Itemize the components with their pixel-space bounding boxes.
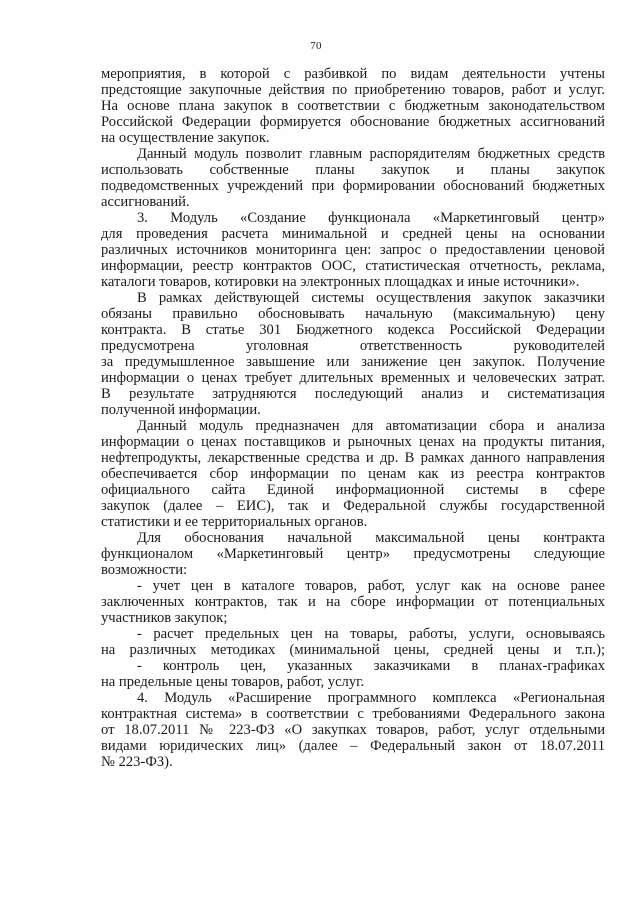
text-line: контрактная система» в соответствии с требованиями Федерального закона bbox=[101, 706, 605, 722]
text-line: функционалом «Маркетинговый центр» предусмотрены следующие bbox=[101, 546, 605, 562]
text-line: обязаны правильно обосновывать начальную (максимальную) цену bbox=[101, 306, 605, 322]
text-line: предусмотрена уголовная ответственность руководителей bbox=[101, 338, 605, 354]
text-line: предстоящие закупочные действия по приобретению товаров, работ и услуг. bbox=[101, 82, 605, 98]
text-line: закупок (далее – ЕИС), так и Федеральной службы государственной bbox=[101, 498, 605, 514]
text-line: В рамках действующей системы осуществления закупок заказчики bbox=[137, 290, 605, 306]
text-line: различных источников мониторинга цен: запрос о предоставлении ценовой bbox=[101, 242, 605, 258]
text-line: на осуществление закупок. bbox=[101, 130, 270, 146]
text-line: официального сайта Единой информационной системы в сфере bbox=[101, 482, 605, 498]
page-number: 70 bbox=[310, 40, 322, 52]
text-line: информации о ценах поставщиков и рыночных ценах на продукты питания, bbox=[101, 434, 605, 450]
text-line: обеспечивается сбор информации по ценам как из реестра контрактов bbox=[101, 466, 605, 482]
text-line: видами юридических лиц» (далее – Федеральный закон от 18.07.2011 bbox=[101, 738, 605, 754]
text-line: нефтепродукты, лекарственные средства и др. В рамках данного направления bbox=[101, 450, 605, 466]
text-line: на предельные цены товаров, работ, услуг. bbox=[101, 674, 365, 690]
text-line: Данный модуль предназначен для автоматизации сбора и анализа bbox=[137, 418, 605, 434]
text-line: на различных методиках (минимальной цены, средней цены и т.п.); bbox=[101, 642, 605, 658]
text-line: возможности: bbox=[101, 562, 188, 578]
text-line: - контроль цен, указанных заказчиками в планах-графиках bbox=[137, 658, 605, 674]
text-line: 4. Модуль «Расширение программного комплекса «Региональная bbox=[137, 690, 605, 706]
text-line: для проведения расчета минимальной и средней цены на основании bbox=[101, 226, 605, 242]
text-line: На основе плана закупок в соответствии с бюджетным законодательством bbox=[101, 98, 605, 114]
text-line: В результате затрудняются последующий анализ и систематизация bbox=[101, 386, 605, 402]
text-line: заключенных контрактов, так и на сборе информации от потенциальных bbox=[101, 594, 605, 610]
text-line: подведомственных учреждений при формировании обоснований бюджетных bbox=[101, 178, 605, 194]
text-line: информации о ценах требует длительных временных и человеческих затрат. bbox=[101, 370, 605, 386]
text-line: за предумышленное завышение или занижение цен закупок. Получение bbox=[101, 354, 605, 370]
text-line: Российской Федерации формируется обоснование бюджетных ассигнований bbox=[101, 114, 605, 130]
text-line: мероприятия, в которой с разбивкой по видам деятельности учтены bbox=[101, 66, 605, 82]
text-line: каталоги товаров, котировки на электронных площадках и иные источники». bbox=[101, 274, 580, 290]
text-line: использовать собственные планы закупок и планы закупок bbox=[101, 162, 605, 178]
text-line: полученной информации. bbox=[101, 402, 261, 418]
text-line: - учет цен в каталоге товаров, работ, услуг как на основе ранее bbox=[137, 578, 605, 594]
text-line: от 18.07.2011 № 223-ФЗ «О закупках товаров, работ, услуг отдельными bbox=[101, 722, 605, 738]
text-line: № 223-ФЗ). bbox=[101, 754, 173, 770]
text-line: - расчет предельных цен на товары, работы, услуги, основываясь bbox=[137, 626, 605, 642]
text-line: 3. Модуль «Создание функционала «Маркетинговый центр» bbox=[137, 210, 605, 226]
text-line: ассигнований. bbox=[101, 194, 190, 210]
text-line: контракта. В статье 301 Бюджетного кодекса Российской Федерации bbox=[101, 322, 605, 338]
text-line: Данный модуль позволит главным распорядителям бюджетных средств bbox=[137, 146, 605, 162]
text-line: Для обоснования начальной максимальной цены контракта bbox=[137, 530, 605, 546]
text-line: участников закупок; bbox=[101, 610, 228, 626]
body-text bbox=[101, 66, 605, 770]
text-line: информации, реестр контрактов ООС, статистическая отчетность, реклама, bbox=[101, 258, 605, 274]
text-line: статистики и ее территориальных органов. bbox=[101, 514, 368, 530]
